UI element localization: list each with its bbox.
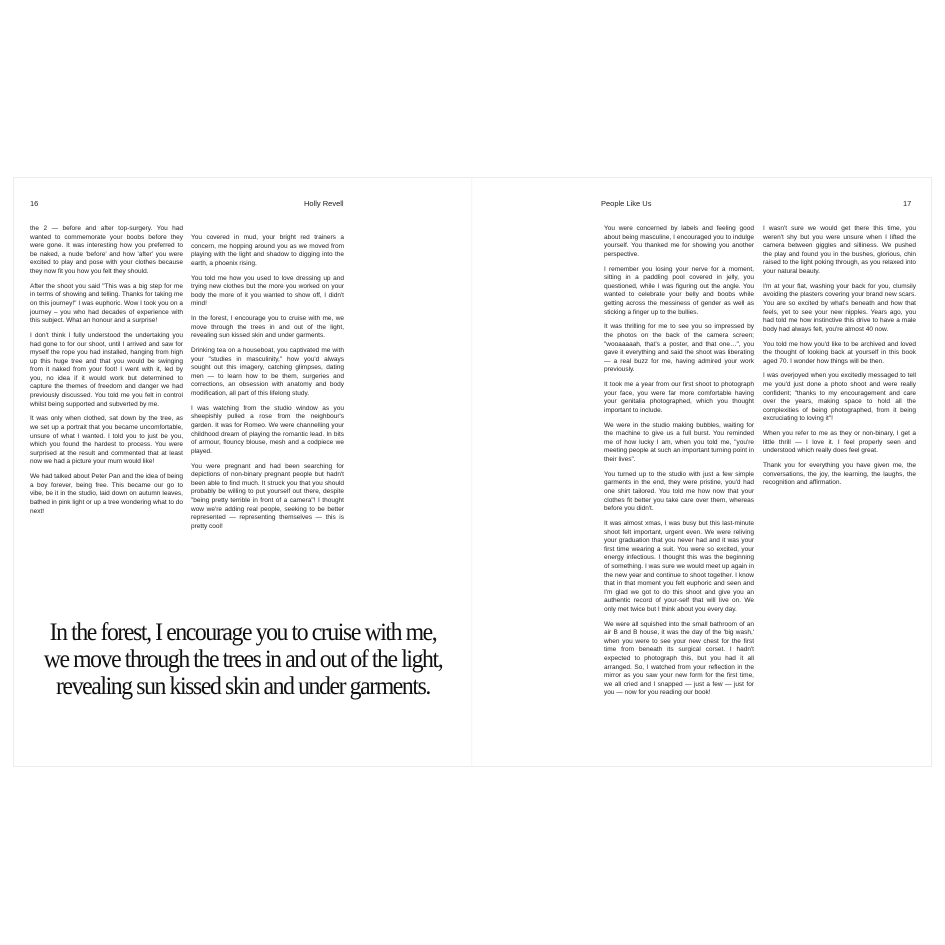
page-number: 17 <box>903 199 912 208</box>
paragraph: You told me how you used to love dressing up and trying new clothes but the more you worked on your body the more of it you wanted to show off, I didn't mind! <box>191 274 344 308</box>
paragraph: the 2 — before and after top-surgery. You had wanted to commemorate your boobs before they were gone. It was interesting how you preferred to be naked, a nude 'before' and how 'after' you were excited to play and pose with your clothes because they now fit you how you felt they should. <box>30 225 183 275</box>
pull-quote-line: revealing sun kissed skin and under garments. <box>56 671 430 700</box>
paragraph: We were in the studio making bubbles, waiting for the machine to give us a full burst. You reminded me of how lucky I am, when you told me, "you're meeting people at such an important turning point in their lives". <box>604 421 754 463</box>
page-number: 16 <box>30 199 39 208</box>
paragraph: When you refer to me as they or non-binary, I get a little thrill — I love it. I feel properly seen and understood which really does feel great. <box>763 430 916 455</box>
paragraph: I'm at your flat, washing your back for you, clumsily avoiding the plasters covering your brand new scars. You are so excited by what's beneath and how that feels, yet to see your new nipples. Years ago, you had told me how instinctive this drive to have a male body had always felt, you're almost 40 now. <box>763 282 916 333</box>
pull-quote <box>43 618 443 699</box>
paragraph: I wasn't sure we would get there this time, you weren't shy but you were unsure when I lifted the camera between giggles and silliness. We pushed the play and found you in the bushes, glorious, chin raised to the light poking through, as you relaxed into your natural beauty. <box>763 225 916 275</box>
paragraph: It was thrilling for me to see you so impressed by the photos on the back of the camera screen; "wooaaaaah, that's a poster, and that one…", you gave it everything and said the shoot was liberating — a real buzz for me, having admired your work previously. <box>604 323 754 374</box>
paragraph: You told me how you'd like to be archived and loved the thought of looking back at yourself in this book aged 70. I wonder how things will be then. <box>763 340 916 365</box>
text-column <box>763 225 916 494</box>
paragraph: You were pregnant and had been searching for depictions of non-binary pregnant people but hadn't been able to find much. It struck you that you should probably be willing to put yourself out there, despite "being pretty terrible in front of a camera"! I thought wow we're adding real people, seeking to be better represented — representing themselves — this is pretty cool! <box>191 462 344 530</box>
text-column <box>30 225 183 522</box>
paragraph: We were all squished into the small bathroom of an air B and B house, it was the day of the 'big wash,' when you were to see your new chest for the first time from beneath its surgical corset. I hadn't expected to photograph this, but you had it all arranged. So, I watched from your reflection in the mirror as you saw your new form for the first time, we all cried and I snapped — just a few — just for you — now for you reading our book! <box>604 620 754 697</box>
paragraph: Thank you for everything you have given me, the conversations, the joy, the learning, the laughs, the recognition and affirmation. <box>763 462 916 487</box>
paragraph: I was overjoyed when you excitedly messaged to tell me you'd just done a photo shoot and were really confident; "thanks to my encouragement and care over the years, making space to hold all the complexities of being photographed, from it being excruciating to loving it"! <box>763 372 916 423</box>
left-page <box>14 178 472 766</box>
paragraph: It was almost xmas, I was busy but this last-minute shoot felt important, urgent even. We were reliving your graduation that you never had and it was your first time wearing a suit. You were so excited, your energy infectious. I thought this was the beginning of something. I was sure we would meet up again in the new year and continue to shoot together. I know that in that moment you felt euphoric and seen and I'm glad we got to do this shoot and give you an authentic record of your-self that will live on. We only met twice but I think about you every day. <box>604 519 754 613</box>
text-column <box>604 225 754 704</box>
paragraph: It was only when clothed, sat down by the tree, as we set up a portrait that you became uncomfortable, unsure of what I wanted. I told you to just be you, which you found the hardest to process. You were surprised at the result and commented that at least now we had a picture your mum would like! <box>30 415 183 466</box>
text-column <box>191 234 344 538</box>
paragraph: We had talked about Peter Pan and the idea of being a boy forever, being free. This became our go to vibe, be it in the studio, laid down on autumn leaves, bathed in pink light or up a tree wondering what to do next! <box>30 473 183 515</box>
right-page <box>473 178 931 766</box>
paragraph: I was watching from the studio window as you sheepishly pulled a rose from the neighbour's garden. It was for Romeo. We were channelling your childhood dream of playing the romantic lead. In bits of armour, flouncy blouse, mesh and a codpiece we played. <box>191 404 344 455</box>
book-spread <box>14 178 931 766</box>
paragraph: You covered in mud, your bright red trainers a concern, me hopping around you as we moved from playing with the light and shadow to digging into the earth, a phoenix rising. <box>191 234 344 267</box>
running-head: Holly Revell <box>304 199 344 208</box>
pull-quote-line: In the forest, I encourage you to cruise with me, <box>49 617 437 646</box>
paragraph: I remember you losing your nerve for a moment, sitting in a paddling pool covered in jelly, you questioned, while I was figuring out the angle. You wanted to celebrate your belly and boobs while getting across the messiness of gender as well as sticking a finger up to the bullies. <box>604 265 754 316</box>
paragraph: In the forest, I encourage you to cruise with me, we move through the trees in and out of the light, revealing sun kissed skin and under garments. <box>191 315 344 340</box>
paragraph: You were concerned by labels and feeling good about being masculine, I encouraged you to indulge yourself. You thanked me for showing you another perspective. <box>604 225 754 258</box>
paragraph: You turned up to the studio with just a few simple garments in the end, they were pristine, you'd had one shirt tailored. You told me how now that your clothes fit better you take care over them, whereas before you didn't. <box>604 470 754 513</box>
paragraph: I don't think I fully understood the undertaking you had gone to for our shoot, until I arrived and saw for myself the rope you had installed, hanging from high up this huge tree and that you would be swinging from it naked from your foot! I went with it, led by you, no idea if it would work but determined to capture the themes of freedom and danger we had previously discussed. You told me you felt in control whilst being supported and subverted by me. <box>30 331 183 408</box>
paragraph: Drinking tea on a houseboat, you captivated me with your "studies in masculinity," how you'd always sought out this imagery, catching glimpses, dating men — to learn how to be them, surgeries and corrections, an obsession with anatomy and body modification, all part of this lifelong study. <box>191 347 344 398</box>
running-head: People Like Us <box>601 199 652 208</box>
paragraph: After the shoot you said "This was a big step for me in terms of showing and telling. Thanks for taking me on this journey!" I was euphoric. Wow I took you on a journey – you who had decades of experience with this subject. What an honour and a surprise! <box>30 282 183 325</box>
pull-quote-line: we move through the trees in and out of the light, <box>43 644 443 673</box>
paragraph: It took me a year from our first shoot to photograph your face, you were far more comfortable having your genitalia photographed, which you thought important to include. <box>604 381 754 414</box>
